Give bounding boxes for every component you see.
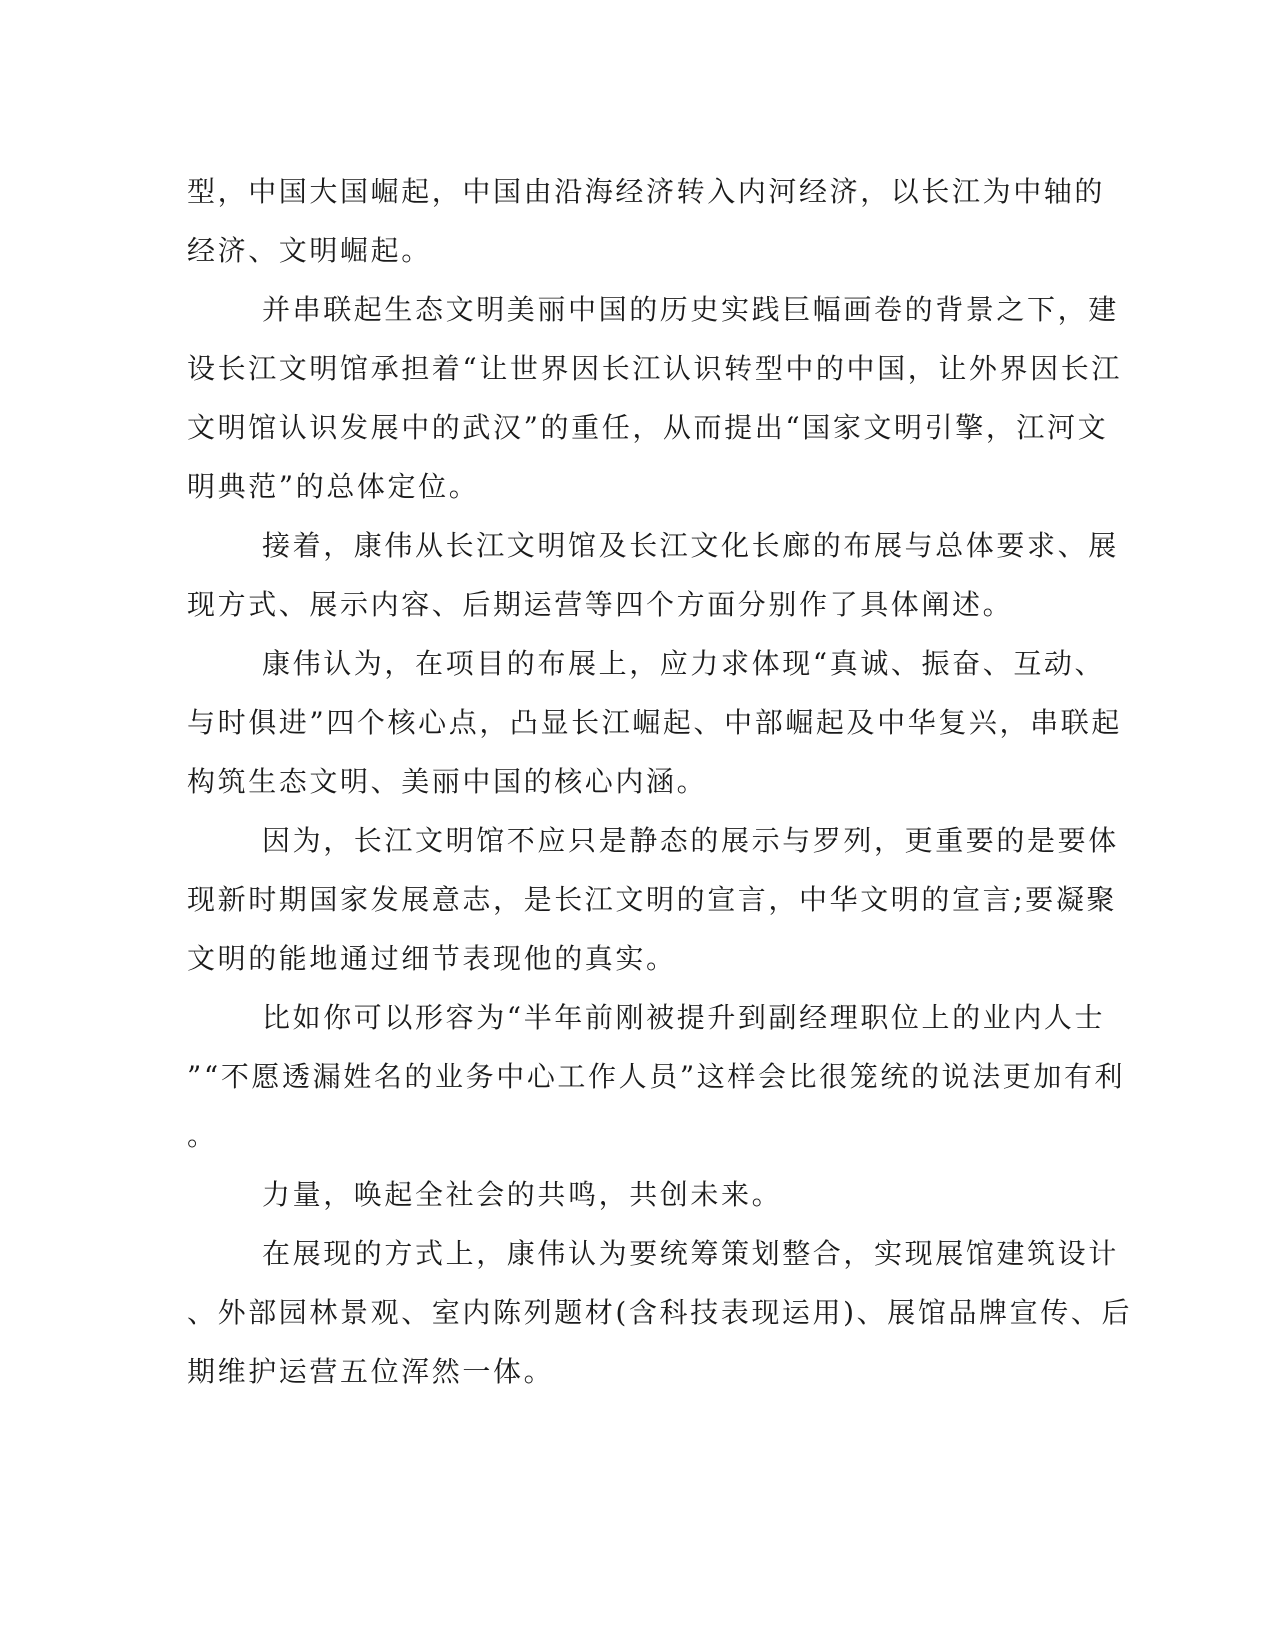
text-line: 、外部园林景观、室内陈列题材(含科技表现运用)、展馆品牌宣传、后: [187, 1296, 1133, 1329]
text-line: ”“不愿透漏姓名的业务中心工作人员”这样会比很笼统的说法更加有利: [187, 1060, 1126, 1093]
paragraph: [187, 811, 1119, 988]
text-line: 。: [187, 1119, 218, 1152]
text-line: 康伟认为，在项目的布展上，应力求体现“真诚、振奋、互动、: [262, 647, 1106, 680]
text-line: 力量，唤起全社会的共鸣，共创未来。: [262, 1178, 783, 1211]
text-line: 现方式、展示内容、后期运营等四个方面分别作了具体阐述。: [187, 588, 1014, 621]
text-line: 因为，长江文明馆不应只是静态的展示与罗列，更重要的是要体: [262, 824, 1119, 857]
paragraph: [187, 162, 1106, 280]
text-line: 现新时期国家发展意志，是长江文明的宣言，中华文明的宣言;要凝聚: [187, 883, 1118, 916]
paragraph: [187, 1165, 1067, 1224]
text-line: 并串联起生态文明美丽中国的历史实践巨幅画卷的背景之下，建: [262, 293, 1119, 326]
document-body: [187, 162, 1133, 1401]
text-line: 在展现的方式上，康伟认为要统筹策划整合，实现展馆建筑设计: [262, 1237, 1119, 1270]
text-line: 比如你可以形容为“半年前刚被提升到副经理职位上的业内人士: [262, 1001, 1106, 1034]
text-line: 接着，康伟从长江文明馆及长江文化长廊的布展与总体要求、展: [262, 529, 1119, 562]
paragraph: [187, 1224, 1133, 1401]
text-line: 文明的能地通过细节表现他的真实。: [187, 942, 677, 975]
text-line: 与时俱进”四个核心点，凸显长江崛起、中部崛起及中华复兴，串联起: [187, 706, 1122, 739]
paragraph: [187, 988, 1126, 1165]
text-line: 经济、文明崛起。: [187, 234, 432, 267]
text-line: 期维护运营五位浑然一体。: [187, 1355, 555, 1388]
paragraph: [187, 280, 1122, 516]
text-line: 型，中国大国崛起，中国由沿海经济转入内河经济，以长江为中轴的: [187, 175, 1106, 208]
text-line: 构筑生态文明、美丽中国的核心内涵。: [187, 765, 708, 798]
paragraph: [187, 634, 1122, 811]
text-line: 明典范”的总体定位。: [187, 470, 480, 503]
paragraph: [187, 516, 1119, 634]
text-line: 文明馆认识发展中的武汉”的重任，从而提出“国家文明引擎，江河文: [187, 411, 1109, 444]
text-line: 设长江文明馆承担着“让世界因长江认识转型中的中国，让外界因长江: [187, 352, 1122, 385]
